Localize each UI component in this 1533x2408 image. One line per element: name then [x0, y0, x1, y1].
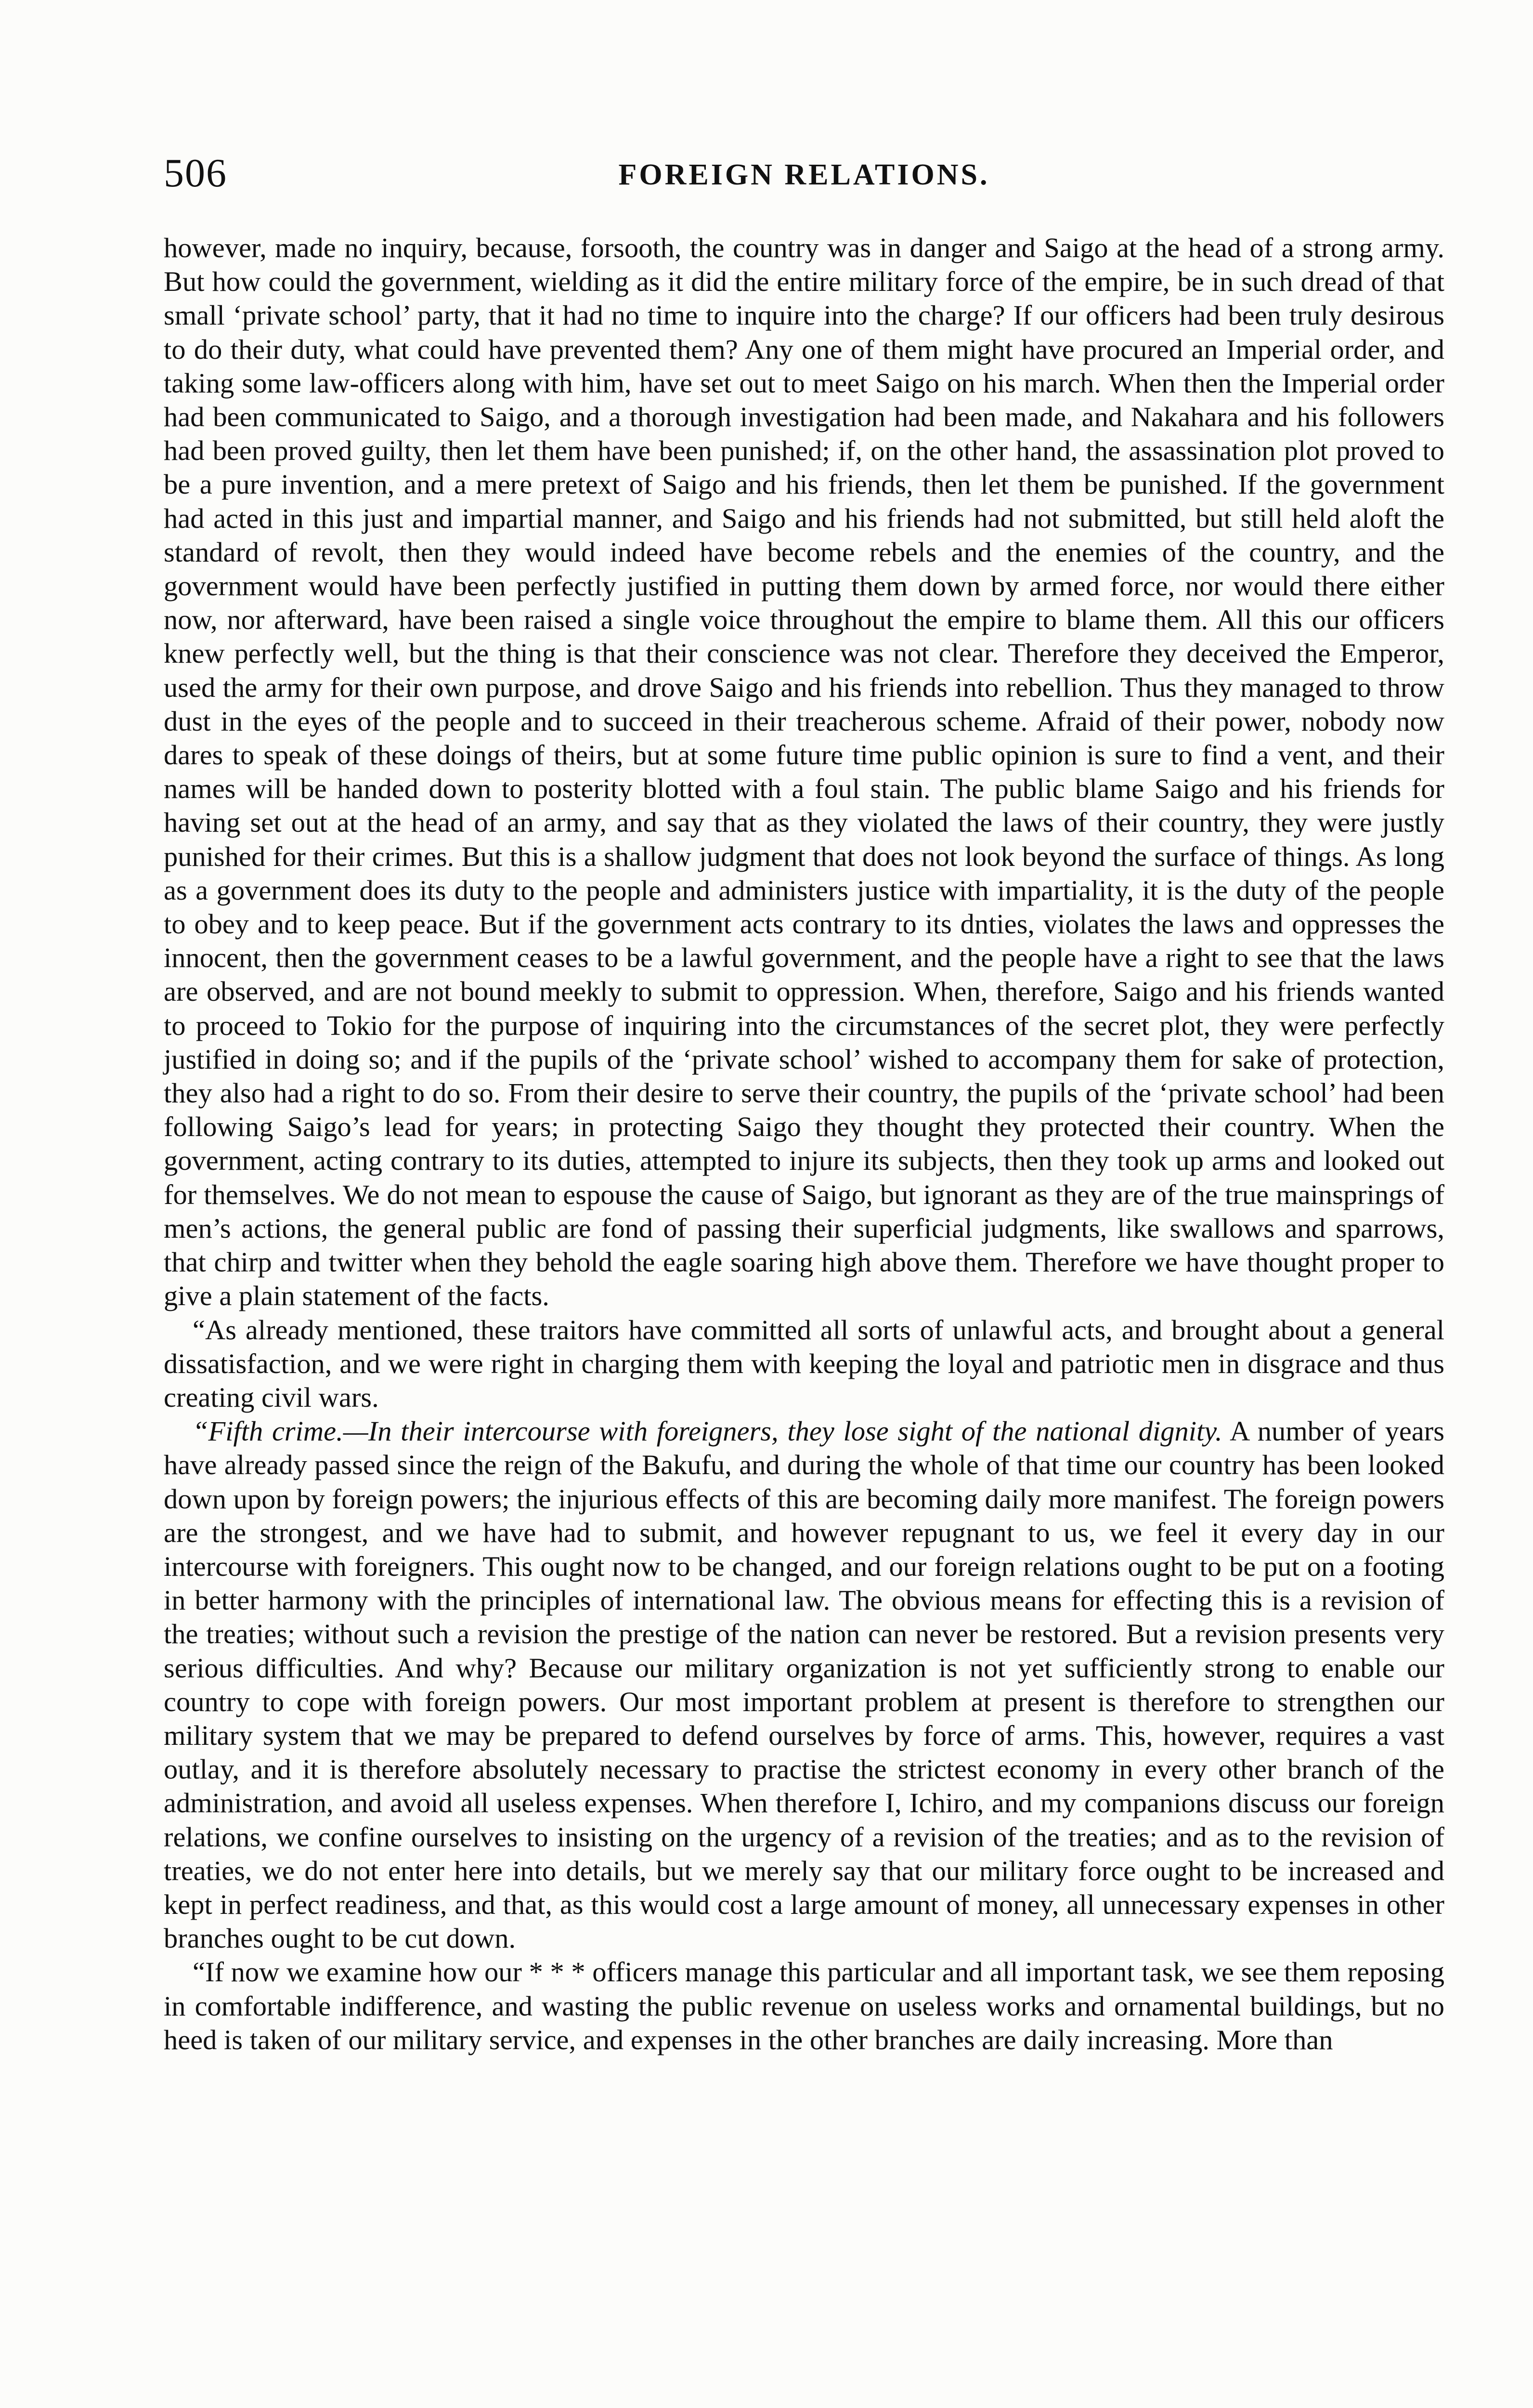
- page-header: [164, 144, 1444, 202]
- paragraph-4-text: “If now we examine how our * * * officers manage this particular and all important task, we see them reposing in comfortable indifference, and wasting the public revenue on useless works and ornamental buildings, but no heed is taken of our military service, and expenses in the other branches are daily increasing. More than: [164, 1956, 1444, 2055]
- paragraph-4: [164, 1955, 1444, 2057]
- paragraph-2-text: “As already mentioned, these traitors have committed all sorts of unlawful acts, and brought about a general dissatisfaction, and we were right in charging them with keeping the loyal and patriotic men in disgrace and thus creating civil wars.: [164, 1314, 1444, 1413]
- paragraph-3-text: A number of years have already passed since the reign of the Bakufu, and during the whole of that time our country has been looked down upon by foreign powers; the injurious effects of this are becoming daily more manifest. The foreign powers are the strongest, and we have had to submit, and however repugnant to us, we feel it every day in our intercourse with foreigners. This ought now to be changed, and our foreign relations ought to be put on a footing in better harmony with the principles of international law. The obvious means for effecting this is a revision of the treaties; without such a revision the prestige of the nation can never be restored. But a revision presents very serious difficulties. And why? Because our military organization is not yet sufficiently strong to enable our country to cope with foreign powers. Our most important problem at present is therefore to strengthen our military system that we may be prepared to defend ourselves by force of arms. This, however, requires a vast outlay, and it is therefore absolutely necessary to practise the strictest economy in every other branch of the administration, and avoid all useless expenses. When therefore I, Ichiro, and my companions discuss our foreign relations, we confine ourselves to insisting on the urgency of a revision of the treaties; and as to the revision of treaties, we do not enter here into details, but we merely say that our military force ought to be increased and kept in perfect readiness, and that, as this would cost a large amount of money, all unnecessary expenses in other branches ought to be cut down.: [164, 1415, 1444, 1954]
- paragraph-2: [164, 1313, 1444, 1415]
- paragraph-3-italic-lead: “Fifth crime.—In their intercourse with foreigners, they lose sight of the national dignity.: [193, 1415, 1222, 1447]
- body-text: [164, 231, 1444, 2057]
- paragraph-1: [164, 231, 1444, 1313]
- running-head: FOREIGN RELATIONS.: [618, 158, 990, 191]
- paragraph-3: [164, 1414, 1444, 1955]
- page-number: 506: [164, 151, 227, 196]
- paragraph-1-text: however, made no inquiry, because, forsooth, the country was in danger and Saigo at the head of a strong army. But how could the government, wielding as it did the entire military force of the empire, be in such dread of that small ‘private school’ party, that it had no time to inquire into the charge? If our officers had been truly desirous to do their duty, what could have prevented them? Any one of them might have procured an Imperial order, and taking some law-officers along with him, have set out to meet Saigo on his march. When then the Imperial order had been communicated to Saigo, and a thorough investigation had been made, and Nakahara and his followers had been proved guilty, then let them have been punished; if, on the other hand, the assassination plot proved to be a pure invention, and a mere pretext of Saigo and his friends, then let them be punished. If the government had acted in this just and impartial manner, and Saigo and his friends had not submitted, but still held aloft the standard of revolt, then they would indeed have become rebels and the enemies of the country, and the government would have been perfectly justified in putting them down by armed force, nor would there either now, nor afterward, have been raised a single voice throughout the empire to blame them. All this our officers knew perfectly well, but the thing is that their conscience was not clear. Therefore they deceived the Emperor, used the army for their own purpose, and drove Saigo and his friends into rebellion. Thus they managed to throw dust in the eyes of the people and to succeed in their treacherous scheme. Afraid of their power, nobody now dares to speak of these doings of theirs, but at some future time public opinion is sure to find a vent, and their names will be handed down to posterity blotted with a foul stain. The public blame Saigo and his friends for having set out at the head of an army, and say that as they violated the laws of their country, they were justly punished for their crimes. But this is a shallow judgment that does not look beyond the surface of things. As long as a government does its duty to the people and administers justice with impartiality, it is the duty of the people to obey and to keep peace. But if the government acts contrary to its dnties, violates the laws and oppresses the innocent, then the government ceases to be a lawful government, and the people have a right to see that the laws are observed, and are not bound meekly to submit to oppression. When, therefore, Saigo and his friends wanted to proceed to Tokio for the purpose of inquiring into the circumstances of the secret plot, they were perfectly justified in doing so; and if the pupils of the ‘private school’ wished to accompany them for sake of protection, they also had a right to do so. From their desire to serve their country, the pupils of the ‘private school’ had been following Saigo’s lead for years; in protecting Saigo they thought they protected their country. When the government, acting contrary to its duties, attempted to injure its subjects, then they took up arms and looked out for themselves. We do not mean to espouse the cause of Saigo, but ignorant as they are of the true mainsprings of men’s actions, the general public are fond of passing their superficial judgments, like swallows and sparrows, that chirp and twitter when they behold the eagle soaring high above them. Therefore we have thought proper to give a plain statement of the facts.: [164, 232, 1444, 1312]
